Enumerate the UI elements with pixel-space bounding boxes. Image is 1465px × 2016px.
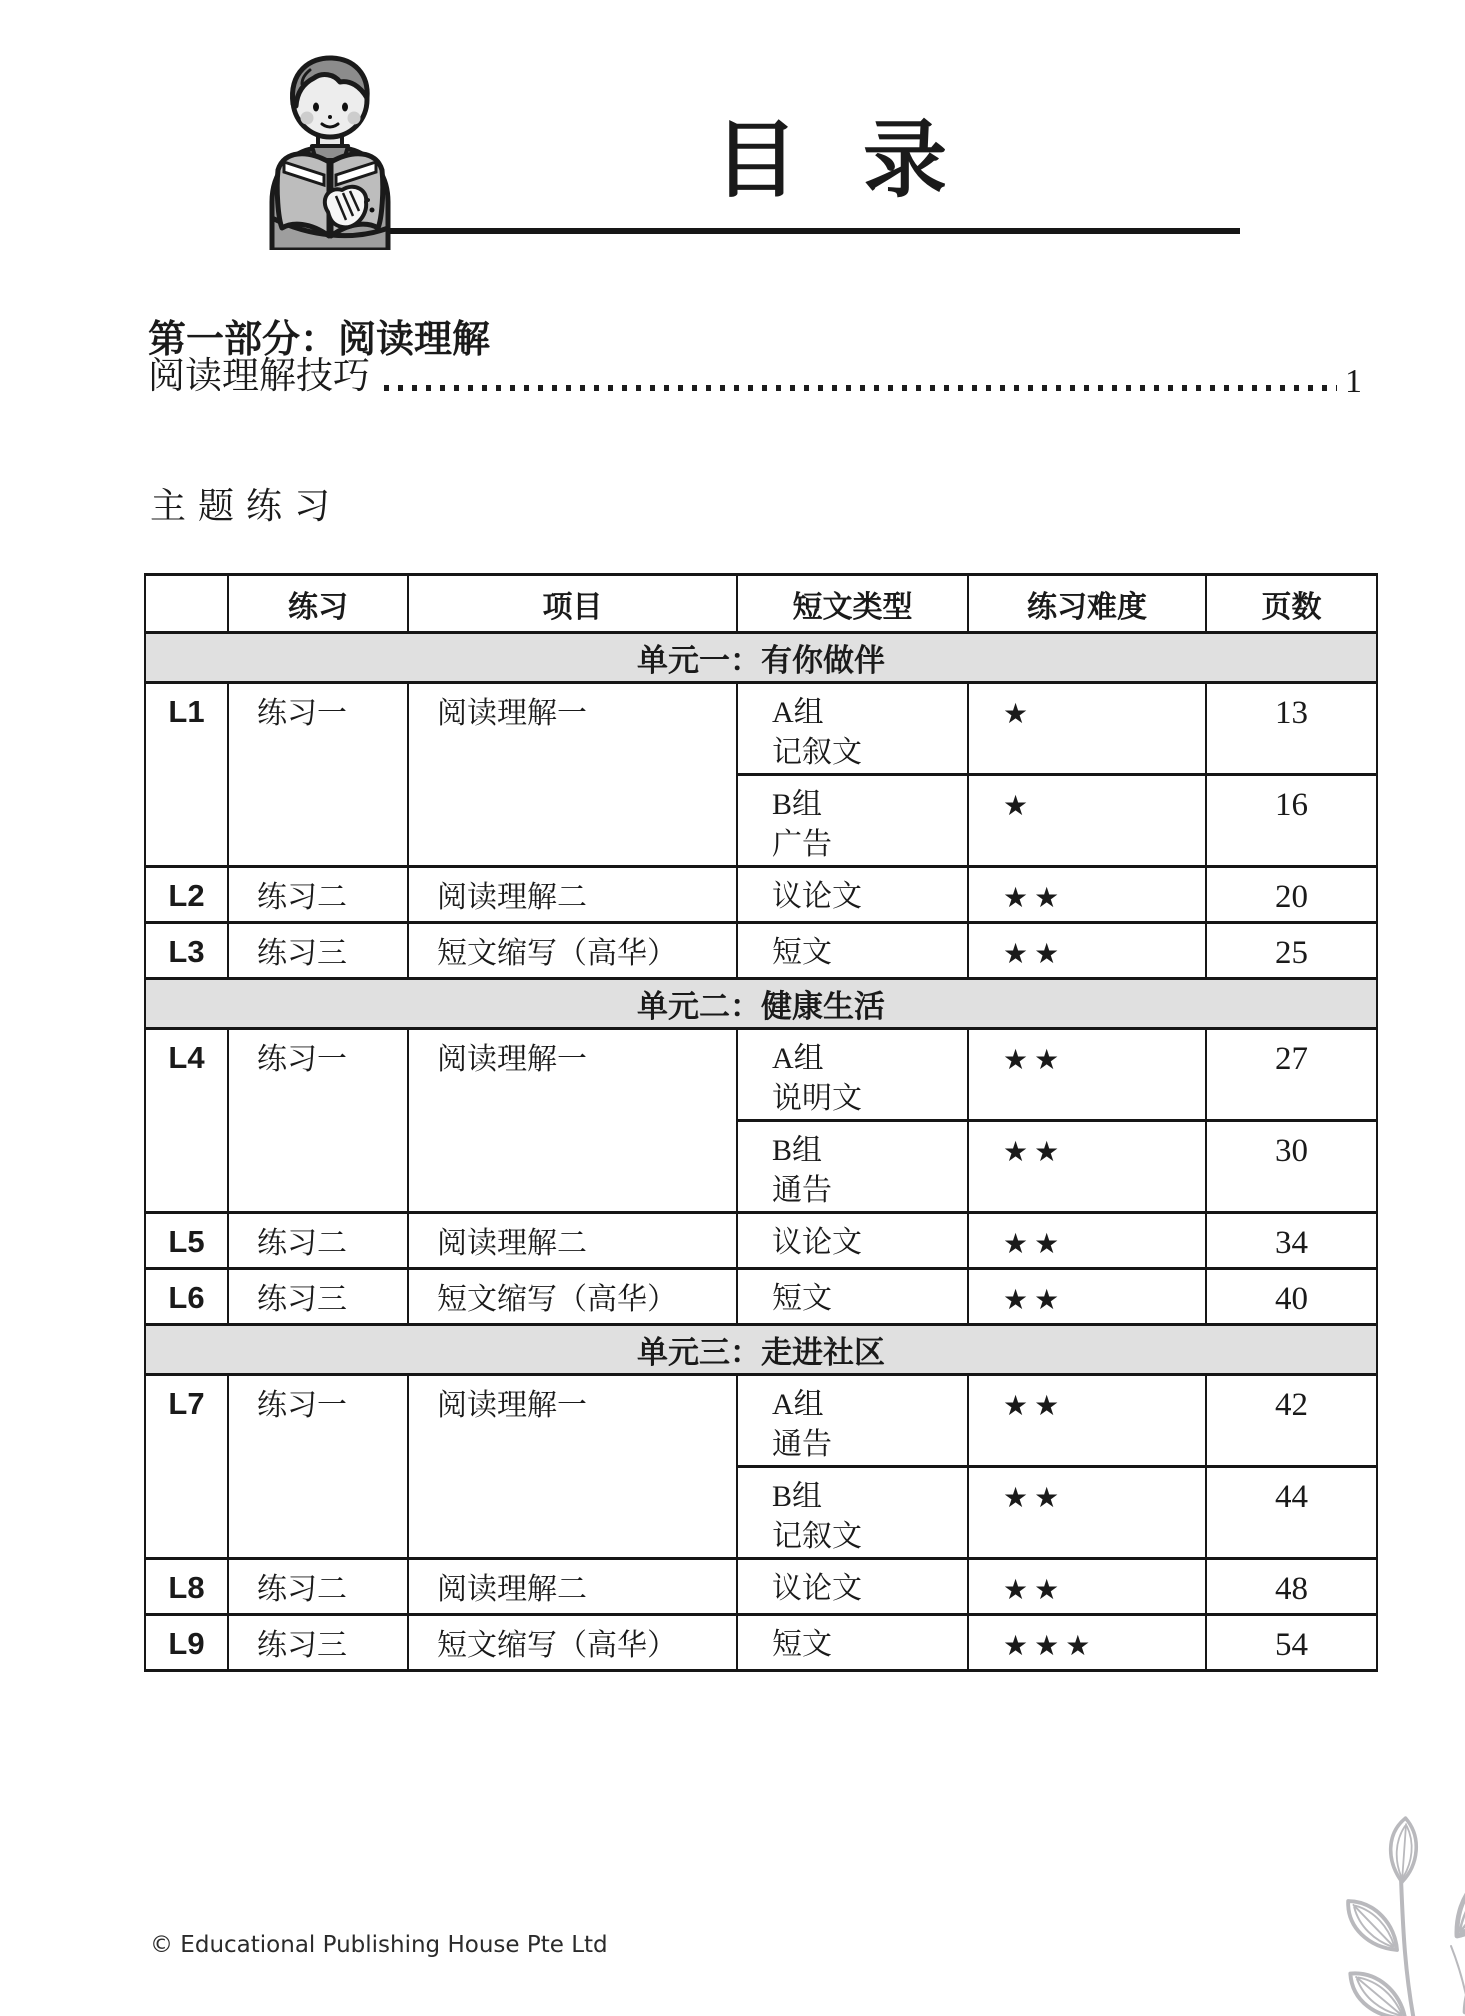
table-row: [145, 923, 1377, 979]
lesson-id-cell: L1: [145, 683, 228, 867]
text-type-cell: [737, 1559, 968, 1615]
text-type-line: 议论文: [772, 880, 862, 913]
item-cell: 阅读理解一: [408, 1375, 737, 1559]
table-row: [145, 1029, 1377, 1121]
subheading: 主题练习: [150, 486, 343, 526]
section-title-row: [145, 1325, 1377, 1375]
difficulty-cell: ★: [968, 683, 1206, 775]
page-number-cell: 13: [1206, 683, 1377, 775]
section-title: 单元三：走进社区: [145, 1325, 1377, 1375]
reading-person-illustration: [250, 50, 410, 250]
text-type-cell: [737, 683, 968, 775]
text-type-line: 说明文: [772, 1082, 862, 1115]
lesson-id-cell: L7: [145, 1375, 228, 1559]
page-number-cell: 27: [1206, 1029, 1377, 1121]
page-number-cell: 16: [1206, 775, 1377, 867]
text-type-line: 记叙文: [772, 736, 862, 769]
exercise-cell: 练习一: [228, 1375, 408, 1559]
leaf-decoration: [1301, 1816, 1465, 2016]
page-number-cell: 25: [1206, 923, 1377, 979]
exercise-cell: 练习二: [228, 867, 408, 923]
header-difficulty: 练习难度: [968, 575, 1206, 633]
section-title-row: [145, 633, 1377, 683]
text-type-cell: [737, 1213, 968, 1269]
item-cell: 阅读理解二: [408, 1559, 737, 1615]
text-type-line: 议论文: [772, 1226, 862, 1259]
toc-entry-label: 阅读理解技巧: [148, 356, 370, 397]
item-cell: 短文缩写（高华）: [408, 1615, 737, 1671]
section-title: 单元一：有你做伴: [145, 633, 1377, 683]
table-row: [145, 1213, 1377, 1269]
page-number-cell: 30: [1206, 1121, 1377, 1213]
footer-copyright: © Educational Publishing House Pte Ltd: [150, 1932, 608, 1958]
exercise-cell: 练习二: [228, 1559, 408, 1615]
text-type-line: 议论文: [772, 1572, 862, 1605]
table-row: [145, 867, 1377, 923]
text-type-cell: [737, 1269, 968, 1325]
section-title-row: [145, 979, 1377, 1029]
difficulty-cell: ★★★: [968, 1615, 1206, 1671]
lesson-id-cell: L6: [145, 1269, 228, 1325]
page-title: 目 录: [714, 115, 948, 208]
text-type-cell: [737, 1615, 968, 1671]
text-type-cell: [737, 1467, 968, 1559]
page-number-cell: 20: [1206, 867, 1377, 923]
text-type-line: A组: [772, 1042, 824, 1075]
toc-entry-page: 1: [1345, 362, 1362, 400]
text-type-line: B组: [772, 1134, 823, 1167]
text-type-line: A组: [772, 1388, 824, 1421]
header-pages: 页数: [1206, 575, 1377, 633]
difficulty-cell: ★★: [968, 867, 1206, 923]
difficulty-cell: ★★: [968, 1029, 1206, 1121]
item-cell: 短文缩写（高华）: [408, 1269, 737, 1325]
header-exercise: 练习: [228, 575, 408, 633]
difficulty-cell: ★: [968, 775, 1206, 867]
lesson-id-cell: L9: [145, 1615, 228, 1671]
exercise-cell: 练习三: [228, 1615, 408, 1671]
difficulty-cell: ★★: [968, 1467, 1206, 1559]
text-type-cell: [737, 867, 968, 923]
text-type-line: 短文: [772, 1282, 832, 1315]
exercise-cell: 练习一: [228, 1029, 408, 1213]
difficulty-cell: ★★: [968, 1121, 1206, 1213]
text-type-cell: [737, 923, 968, 979]
item-cell: 短文缩写（高华）: [408, 923, 737, 979]
item-cell: 阅读理解二: [408, 867, 737, 923]
toc-entry: [148, 356, 1362, 399]
exercise-cell: 练习一: [228, 683, 408, 867]
part-heading: 第一部分：阅读理解: [148, 319, 491, 361]
lesson-id-cell: L4: [145, 1029, 228, 1213]
text-type-line: B组: [772, 1480, 823, 1513]
contents-table: [144, 573, 1378, 1672]
lesson-id-cell: L2: [145, 867, 228, 923]
item-cell: 阅读理解一: [408, 683, 737, 867]
text-type-line: B组: [772, 788, 823, 821]
difficulty-cell: ★★: [968, 923, 1206, 979]
difficulty-cell: ★★: [968, 1559, 1206, 1615]
table-row: [145, 683, 1377, 775]
page-number-cell: 34: [1206, 1213, 1377, 1269]
text-type-cell: [737, 1029, 968, 1121]
page-number-cell: 48: [1206, 1559, 1377, 1615]
text-type-cell: [737, 1121, 968, 1213]
page-number-cell: 54: [1206, 1615, 1377, 1671]
text-type-line: 短文: [772, 1628, 832, 1661]
exercise-cell: 练习三: [228, 1269, 408, 1325]
header-blank: [145, 575, 228, 633]
text-type-line: 广告: [772, 828, 832, 861]
text-type-line: 通告: [772, 1174, 832, 1207]
page-number-cell: 42: [1206, 1375, 1377, 1467]
text-type-cell: [737, 1375, 968, 1467]
difficulty-cell: ★★: [968, 1375, 1206, 1467]
dot-leader: [384, 385, 1337, 391]
item-cell: 阅读理解一: [408, 1029, 737, 1213]
text-type-line: A组: [772, 696, 824, 729]
header-item: 项目: [408, 575, 737, 633]
text-type-line: 记叙文: [772, 1520, 862, 1553]
section-title: 单元二：健康生活: [145, 979, 1377, 1029]
item-cell: 阅读理解二: [408, 1213, 737, 1269]
difficulty-cell: ★★: [968, 1269, 1206, 1325]
header-text-type: 短文类型: [737, 575, 968, 633]
page-number-cell: 40: [1206, 1269, 1377, 1325]
exercise-cell: 练习二: [228, 1213, 408, 1269]
lesson-id-cell: L5: [145, 1213, 228, 1269]
title-underline: [382, 228, 1240, 234]
exercise-cell: 练习三: [228, 923, 408, 979]
lesson-id-cell: L3: [145, 923, 228, 979]
lesson-id-cell: L8: [145, 1559, 228, 1615]
text-type-cell: [737, 775, 968, 867]
page-number-cell: 44: [1206, 1467, 1377, 1559]
text-type-line: 通告: [772, 1428, 832, 1461]
table-row: [145, 1269, 1377, 1325]
table-row: [145, 1615, 1377, 1671]
table-row: [145, 1559, 1377, 1615]
difficulty-cell: ★★: [968, 1213, 1206, 1269]
text-type-line: 短文: [772, 936, 832, 969]
table-row: [145, 1375, 1377, 1467]
table-header-row: [145, 575, 1377, 633]
